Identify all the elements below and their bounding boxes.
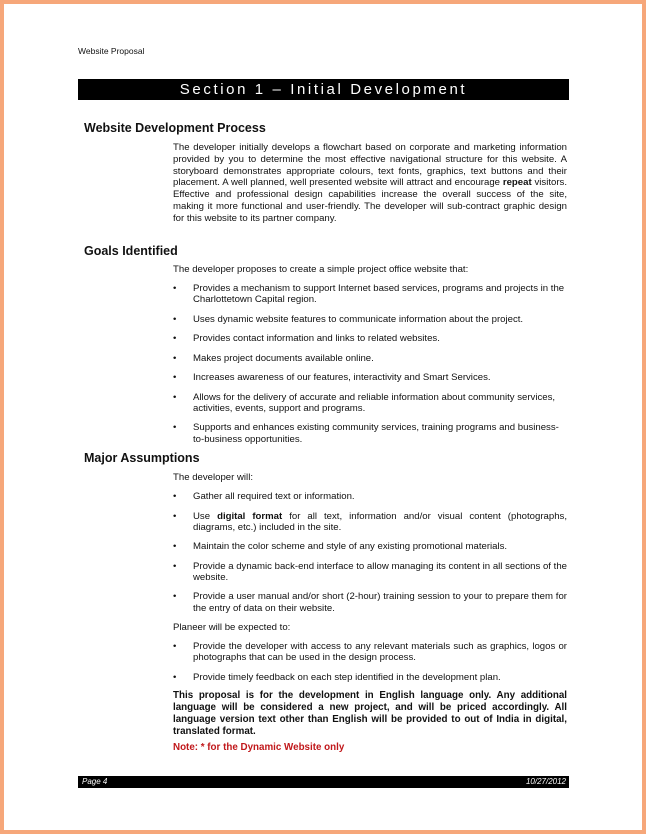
list-item: • Provides a mechanism to support Internet based services, programs and projects in the Charlottetown Capital region. <box>173 283 565 306</box>
list-item: • Provide timely feedback on each step identified in the development plan. <box>173 671 501 683</box>
list-item: • Maintain the color scheme and style of any existing promotional materials. <box>173 541 508 553</box>
language-note: This proposal is for the development in English language only. Any additional language will be considered a new project, and will be priced accordingly. All language version text other than English will be provided to out of India in digital, translated format. <box>173 690 567 737</box>
list-item: • Allows for the delivery of accurate and reliable information about community services, activities, events, support and programs. <box>173 391 556 414</box>
assumptions-intro: The developer will: <box>173 472 253 483</box>
list-item: • Use digital format for all text, information and/or visual content (photographs, diagrams, etc.) included in the site. <box>173 510 568 533</box>
page <box>4 4 642 830</box>
running-header: Website Proposal <box>78 46 145 56</box>
footer-date: 10/27/2012 <box>525 777 566 786</box>
planeer-list <box>173 641 567 691</box>
list-item: • Gather all required text or information. <box>173 491 355 502</box>
heading-development-process: Website Development Process <box>84 121 266 135</box>
list-item: • Provides contact information and links to related websites. <box>173 333 440 345</box>
heading-assumptions: Major Assumptions <box>84 451 200 465</box>
footer-bar <box>78 776 569 788</box>
developer-assumptions-list <box>173 491 567 622</box>
list-item: • Uses dynamic website features to communicate information about the project. <box>173 313 524 325</box>
development-paragraph: The developer initially develops a flowchart based on corporate and marketing information provided by you to determine the most effective navigational structure for this website. A storyboard demonstrates appropriate colours, text fonts, graphics, text buttons and their placement. A well planned, well presented website will attract and encourage repeat visitors. Effective and professional design capabilities increase the overall success of the site, making it more functional and user-friendly. The developer will sub-contract graphic design for this website to its partner company. <box>173 142 567 224</box>
heading-goals: Goals Identified <box>84 244 178 258</box>
goals-intro: The developer proposes to create a simple project office website that: <box>173 264 469 275</box>
list-item: • Supports and enhances existing community services, training programs and business-to-business opportunities. <box>173 422 559 445</box>
list-item: • Makes project documents available online. <box>173 352 374 364</box>
goals-list <box>173 283 567 453</box>
planeer-intro: Planeer will be expected to: <box>173 622 291 633</box>
dynamic-website-note: Note: * for the Dynamic Website only <box>173 742 345 753</box>
list-item: • Provide a dynamic back-end interface to allow managing its content in all sections of the website. <box>173 560 567 583</box>
page-number: Page 4 <box>82 777 108 786</box>
list-item: • Increases awareness of our features, interactivity and Smart Services. <box>173 372 491 384</box>
list-item: • Provide a user manual and/or short (2-hour) training session to your to prepare them for the entry of data on their website. <box>173 591 567 614</box>
list-item: • Provide the developer with access to any relevant materials such as graphics, logos or photographs that can be used in the design process. <box>173 641 567 664</box>
section-title-bar: Section 1 – Initial Development <box>78 79 569 100</box>
